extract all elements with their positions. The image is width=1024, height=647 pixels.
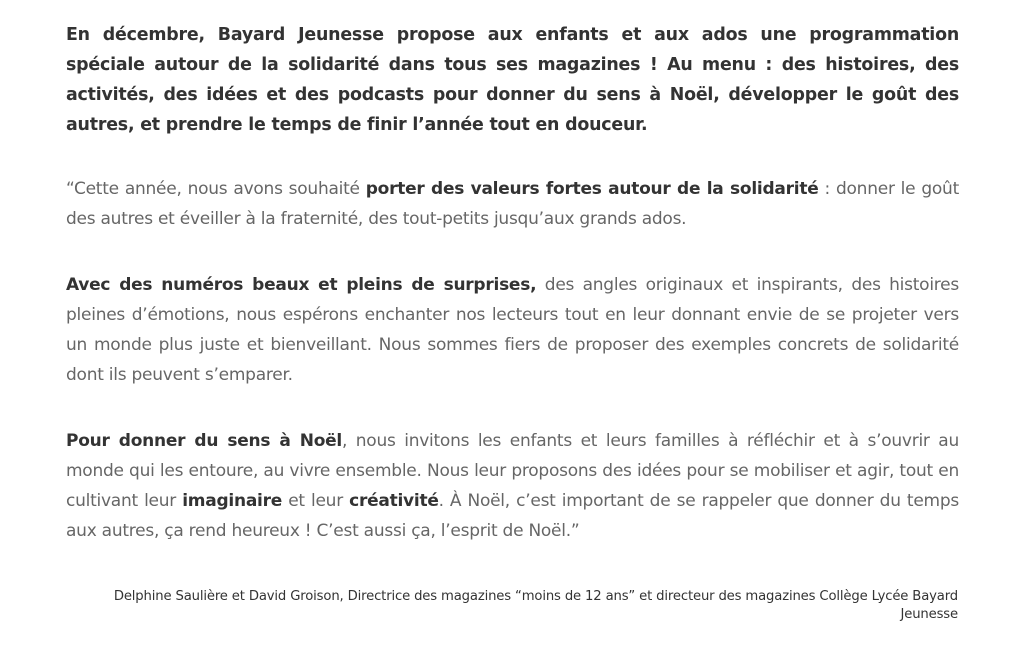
quote-paragraph-3 (66, 426, 959, 546)
quote-p1-lead: “Cette année, nous avons souhaité (66, 179, 366, 199)
quote-p3-text-3: . À Noël, c’est important de se rappeler que donner du temps aux autres, ça rend heureux ! C’est aussi ça, l’esprit de Noël.” (66, 491, 959, 541)
quote-p1-rest: : donner le goût des autres et éveiller à la fraternité, des tout-petits jusqu’aux grands ados. (66, 179, 959, 229)
intro-paragraph: En décembre, Bayard Jeunesse propose aux enfants et aux ados une programmation spéciale autour de la solidarité dans tous ses magazines ! Au menu : des histoires, des activités, des idées et des podcasts pour donner du sens à Noël, développer le goût des autres, et prendre le temps de finir l’année tout en douceur. (66, 25, 959, 135)
quote-p3-text-2: et leur (282, 491, 350, 511)
quote-p3-highlight-1: Pour donner du sens à Noël (66, 431, 342, 451)
quote-p3-highlight-2: imaginaire (182, 491, 283, 511)
quote-p1-highlight: porter des valeurs fortes autour de la solidarité (365, 179, 819, 199)
quote-p2-highlight: Avec des numéros beaux et pleins de surprises, (66, 275, 537, 295)
quote-paragraph-2 (66, 270, 959, 390)
quote-attribution: Delphine Saulière et David Groison, Directrice des magazines “moins de 12 ans” et directeur des magazines Collège Lycée Bayard Jeunesse (113, 589, 958, 622)
quote-p2-rest: des angles originaux et inspirants, des histoires pleines d’émotions, nous espérons enchanter nos lecteurs tout en leur donnant envie de se projeter vers un monde plus juste et bienveillant. Nous sommes fiers de proposer des exemples concrets de solidarité dont ils peuvent s’emparer. (66, 275, 959, 385)
article-body (66, 20, 959, 546)
quote-p3-text-1: , nous invitons les enfants et leurs familles à réfléchir et à s’ouvrir au monde qui les entoure, au vivre ensemble. Nous leur proposons des idées pour se mobiliser et agir, tout en cultivant leur (66, 431, 959, 511)
quote-paragraph-1 (66, 174, 959, 234)
quote-p3-highlight-3: créativité (349, 491, 439, 511)
